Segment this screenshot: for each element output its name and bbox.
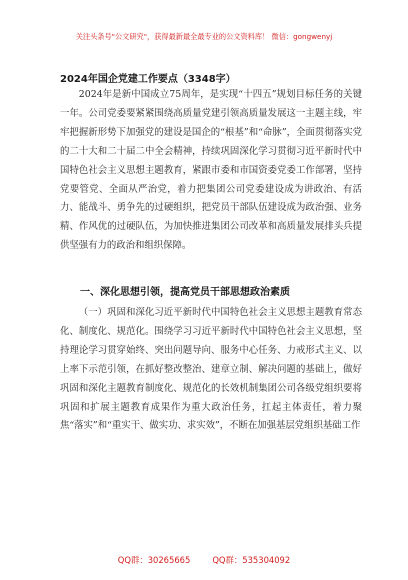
- document-title: 2024年国企党建工作要点（3348字）: [60, 74, 236, 85]
- intro-paragraph: 2024年是新中国成立75周年，是实现“十四五”规划目标任务的关键一年。公司党委要紧紧围绕高质量党建引领高质量发展这一主题主线，牢牢把握新形势下加强党的建设是国企的“根基”和“命脉”，全面贯彻落实党的二十大和二十届二中全会精神，持续巩固深化学习贯彻习近平新时代中国特色社会主义思想主题教育，紧跟市委和市国资委党委工作部署，坚持党要管党、全面从严治党，着力把集团公司党委建设成为讲政治、有活力、能战斗、勇争先的过硬组织，把党员干部队伍建设成为政治强、业务精、作风优的过硬队伍，为加快推进集团公司改革和高质量发展排头兵提供坚强有力的政治和组织保障。: [60, 89, 362, 252]
- promo-banner[interactable]: 关注头条号"公文研究"，获得最新最全最专业的公文资料库！ 微信：gongwenyj: [75, 32, 333, 41]
- footer-contact: [0, 554, 408, 566]
- section-paragraph: （一）巩固和深化习近平新时代中国特色社会主义思想主题教育常态化、制度化、规范化。围绕学习习近平新时代中国特色社会主义思想，坚持理论学习贯穿始终、突出问题导向、服务中心任务、力戒形式主义、以上率下示范引领，在抓好整改整治、建章立制、解决问题的基础上，做好巩固和深化主题教育制度化、规范化的长效机制集团公司各级党组织要将巩固和扩展主题教育成果作为重大政治任务，扛起主体责任，着力聚焦“落实”和“重实干、做实功、求实效”，不断在加强基层党组织基础工作: [60, 307, 362, 432]
- qq-group-1[interactable]: QQ群：30265665: [117, 555, 191, 565]
- section-heading: 一、深化思想引领，提高党员干部思想政治素质: [80, 287, 290, 298]
- qq-group-2[interactable]: QQ群：535304092: [212, 555, 291, 565]
